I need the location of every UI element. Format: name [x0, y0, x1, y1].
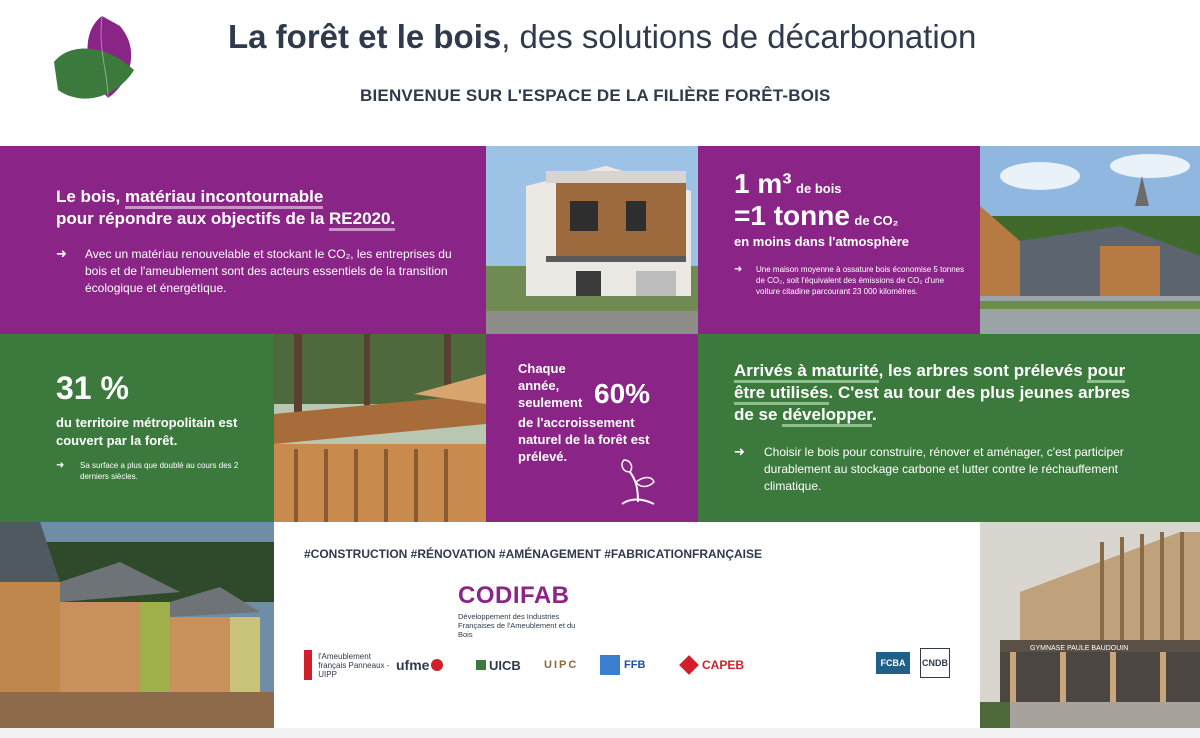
- panel-maturity: [698, 334, 1200, 522]
- arrow-icon: ➜: [734, 444, 745, 459]
- gym-sign: GYMNASE PAULE BAUDOUIN: [1030, 645, 1129, 652]
- co2-note: Une maison moyenne à ossature bois économise 5 tonnes de CO₂, soit l'équivalent des émissions de CO₂ d'une voiture citadine parcourant 23 000 kilomètres.: [756, 265, 965, 296]
- harvest-text1: Chaque année, seulement: [518, 361, 583, 410]
- forest-coverage-text: du territoire métropolitain est couvert par la forêt.: [56, 415, 238, 448]
- harvest-pct: 60%: [594, 378, 651, 409]
- filiere-logo: [50, 12, 150, 107]
- maturity-body: Choisir le bois pour construire, rénover et aménager, c'est participer durablement au stockage carbone et lutter contre le réchauffement climatique.: [764, 445, 1124, 493]
- maturity-lead: Arrivés à maturité, les arbres sont prélevés pour être utilisés. C'est au tour des plus jeunes arbres de se développer.: [734, 360, 1154, 426]
- partner-logo-capeb: CAPEB: [682, 648, 744, 682]
- tree-sprout-icon: [614, 458, 660, 508]
- arrow-icon: ➜: [56, 246, 67, 261]
- ufme-dot-icon: [431, 659, 443, 671]
- codifab-logo: CODIFAB Développement des Industries Françaises de l'Ameublement et du Bois: [458, 582, 576, 639]
- harvest-text2: de l'accroissement naturel de la forêt est prélevé.: [518, 415, 650, 464]
- panel-re2020-body: Avec un matériau renouvelable et stockant le CO₂, les entreprises du bois et de l'ameublement sont des acteurs essentiels de la transition écologique et énergétique.: [85, 247, 452, 295]
- arrow-icon: ➜: [56, 460, 65, 471]
- gymnasium-photo: [980, 522, 1200, 728]
- forest-coverage-note: Sa surface a plus que doublé au cours des 2 derniers siècles.: [80, 461, 239, 481]
- hashtags: #CONSTRUCTION #RÉNOVATION #AMÉNAGEMENT #FABRICATIONFRANÇAISE: [304, 547, 763, 561]
- panel-re2020-lead: Le bois, matériau incontournable pour répondre aux objectifs de la RE2020.: [56, 186, 395, 230]
- co2-line2: =1 tonne de CO₂: [734, 200, 899, 231]
- co2-line1: 1 m³ de bois: [734, 168, 842, 199]
- ameublement-mark-icon: [304, 650, 312, 680]
- uicb-mark-icon: [476, 660, 486, 670]
- panel-annual-harvest: [486, 334, 698, 522]
- bottom-strip: [0, 728, 1200, 738]
- panel-forest-coverage: [0, 334, 274, 522]
- partner-logo-ufme: ufme: [396, 648, 460, 682]
- panel-co2: [698, 146, 980, 334]
- partner-logo-ffb: FFB: [600, 648, 664, 682]
- school-photo: [980, 146, 1200, 334]
- panel-re2020: [0, 146, 486, 334]
- co2-line3: en moins dans l'atmosphère: [734, 234, 910, 249]
- partner-logo-fcba: FCBA: [876, 652, 910, 674]
- wood-building-photo: [274, 334, 486, 522]
- partner-logo-uicb: UICB: [476, 648, 530, 682]
- page-subtitle: BIENVENUE SUR L'ESPACE DE LA FILIÈRE FORÊT-BOIS: [360, 86, 831, 105]
- partner-logo-ameublement: l'Ameublement français Panneaux - UIPP: [304, 648, 394, 682]
- page-title: La forêt et le bois, des solutions de décarbonation: [228, 18, 977, 55]
- ffb-mark-icon: [600, 655, 620, 675]
- arrow-icon: ➜: [734, 264, 743, 275]
- house-photo: [486, 146, 698, 334]
- forest-coverage-pct: 31 %: [56, 370, 129, 406]
- row-houses-photo: [0, 522, 274, 728]
- partner-logo-uipc: UIPC: [544, 659, 579, 671]
- capeb-mark-icon: [679, 655, 699, 675]
- partner-logo-cndb: CNDB: [920, 648, 950, 678]
